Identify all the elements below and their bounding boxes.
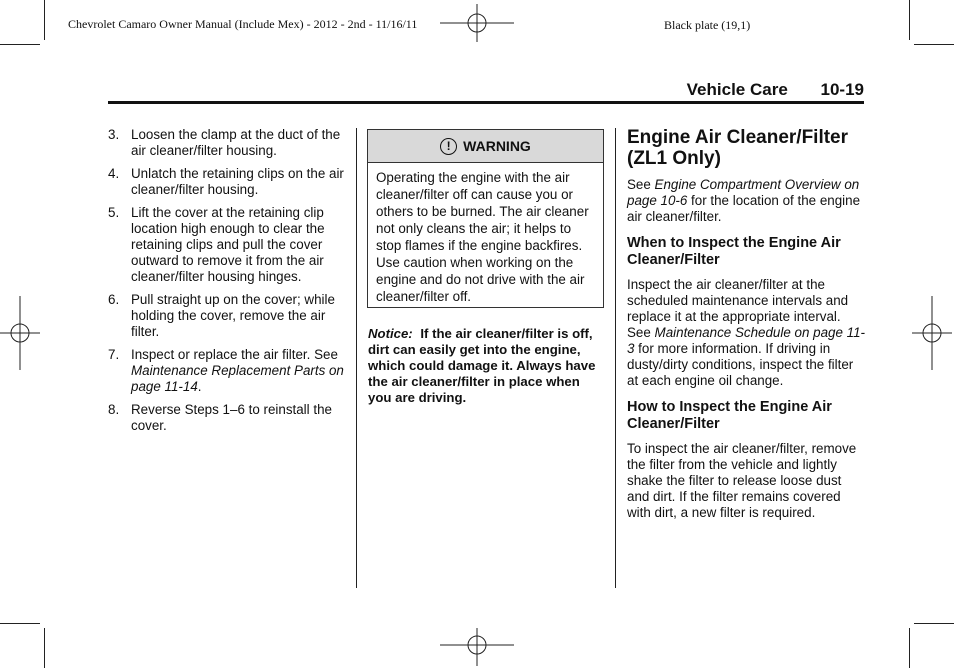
registration-mark-top: [440, 4, 514, 42]
crop-mark-top-right-h: [914, 44, 954, 45]
header-rule: [108, 101, 864, 104]
warning-header: [368, 130, 603, 163]
step-item: [108, 292, 348, 340]
warning-title: WARNING: [463, 138, 531, 154]
how-paragraph: To inspect the air cleaner/filter, remove the filter from the vehicle and lightly shake the filter to release loose dust and dirt. If the filter remains covered with dirt, a new filter is required.: [627, 441, 857, 520]
crop-mark-bottom-right-v: [909, 628, 910, 668]
procedure-steps: [108, 127, 348, 441]
section-heading: Engine Air Cleaner/Filter (ZL1 Only): [627, 127, 849, 169]
when-text-after: for more information. If driving in dusty/dirty conditions, inspect the filter at each engine oil change.: [627, 341, 854, 388]
step-text: Unlatch the retaining clips on the air cleaner/filter housing.: [131, 166, 344, 197]
subheading-when: When to Inspect the Engine Air Cleaner/Filter: [627, 235, 841, 268]
column-divider-left: [356, 128, 357, 588]
warning-icon: !: [440, 138, 457, 155]
crop-mark-bottom-left-v: [44, 628, 45, 668]
warning-box: [367, 129, 604, 308]
step-text: Lift the cover at the retaining clip location high enough to clear the retaining clips and pull the cover outward to remove it from the air cleaner/filter housing hinges.: [131, 205, 325, 284]
step-number: 8.: [108, 402, 120, 417]
notice-block: [368, 326, 600, 406]
running-header: [687, 80, 864, 100]
step-text: [131, 347, 348, 395]
when-paragraph: [627, 277, 867, 389]
notice-label: Notice:: [368, 326, 413, 341]
step-text: Pull straight up on the cover; while holding the cover, remove the air filter.: [131, 292, 335, 339]
notice-text: If the air cleaner/filter is off, dirt can easily get into the engine, which could damage it. Always have the air cleaner/filter in place when you are driving.: [368, 326, 596, 405]
crop-mark-bottom-right-h: [914, 623, 954, 624]
step-number: 6.: [108, 292, 120, 307]
intro-text-before: See: [627, 177, 655, 192]
crop-mark-top-left-v: [44, 0, 45, 40]
subheading-how: How to Inspect the Engine Air Cleaner/Filter: [627, 399, 832, 432]
crop-mark-top-right-v: [909, 0, 910, 40]
right-column: [627, 127, 867, 521]
step-item: [108, 402, 348, 434]
crop-mark-top-left-h: [0, 44, 40, 45]
registration-mark-right: [912, 296, 952, 370]
step-item: [108, 347, 348, 395]
section-title: Vehicle Care: [686, 80, 788, 99]
step-text-before: Inspect or replace the air filter. See: [131, 347, 338, 362]
step-item: [108, 127, 348, 159]
step-number: 3.: [108, 127, 120, 142]
step-text: Loosen the clamp at the duct of the air cleaner/filter housing.: [131, 127, 341, 158]
registration-mark-bottom: [440, 628, 514, 666]
step-text-after: .: [197, 379, 202, 394]
step-number: 4.: [108, 166, 120, 181]
step-item: [108, 166, 348, 198]
column-divider-right: [615, 128, 616, 588]
when-text-before: Inspect the air cleaner/filter at the scheduled maintenance intervals and replace it at the appropriate interval. See: [627, 277, 849, 340]
plate-info-left: Chevrolet Camaro Owner Manual (Include Mex) - 2012 - 2nd - 11/16/11: [68, 17, 418, 31]
step-text: Reverse Steps 1–6 to reinstall the cover.: [131, 402, 332, 433]
warning-text: Operating the engine with the air cleaner/filter off can cause you or others to be burned. The air cleaner not only cleans the air; it helps to stop flames if the engine backfires. Use caution when working on the engine and do not drive with the air cleaner/filter off.: [376, 170, 589, 304]
plate-info-right: Black plate (19,1): [664, 18, 751, 32]
registration-mark-left: [0, 296, 40, 370]
intro-paragraph: [627, 177, 867, 225]
step-number: 5.: [108, 205, 120, 220]
step-number: 7.: [108, 347, 120, 362]
cross-reference-link[interactable]: Engine Compartment Overview on page 10-6: [627, 177, 860, 208]
step-item: [108, 205, 348, 285]
cross-reference-link[interactable]: Maintenance Schedule on page 11-3: [627, 325, 865, 356]
intro-text-after: for the location of the engine air cleaner/filter.: [627, 193, 861, 224]
cross-reference-link[interactable]: Maintenance Replacement Parts on page 11-14: [131, 363, 344, 394]
page-number: 10-19: [820, 80, 864, 99]
crop-mark-bottom-left-h: [0, 623, 40, 624]
